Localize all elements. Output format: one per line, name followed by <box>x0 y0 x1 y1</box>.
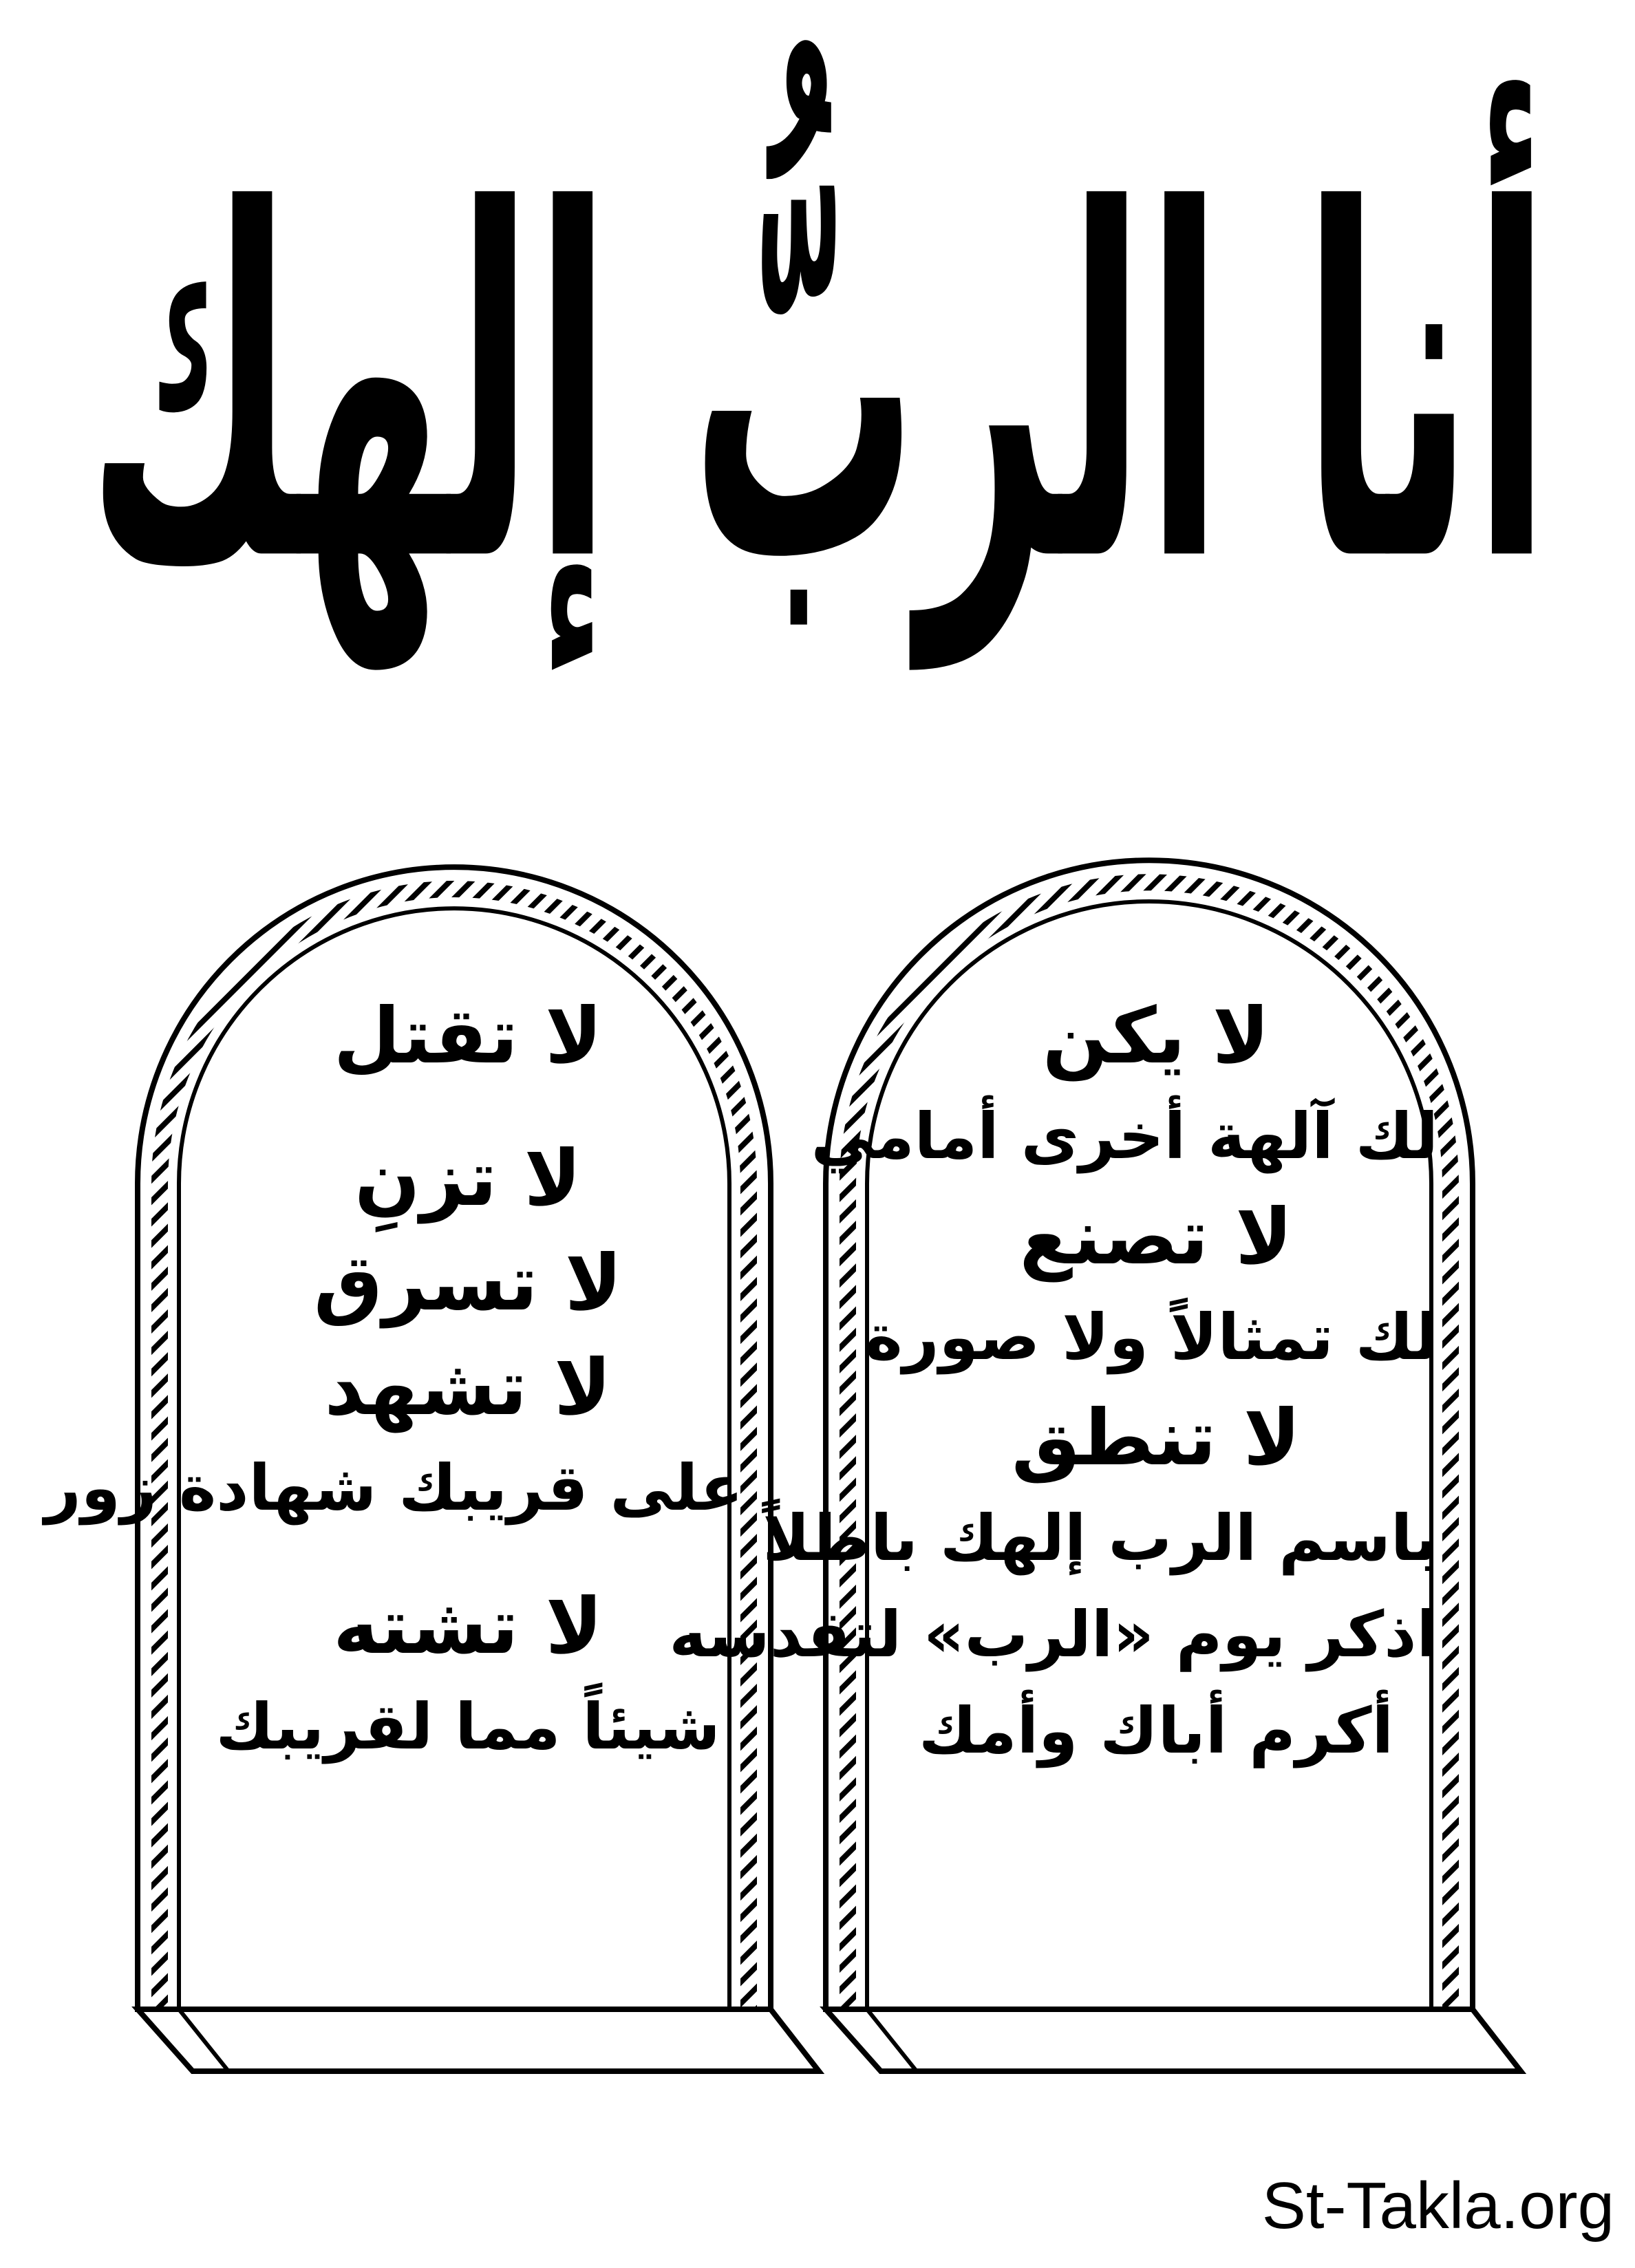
left-tablet-text <box>44 984 743 1947</box>
right-tablet-text <box>669 984 1438 1947</box>
commandment-line: لا تسرق <box>313 1239 623 1328</box>
commandment-line: أكرم أباك وأمك <box>918 1694 1394 1768</box>
commandment-line: لك آلهة أخرى أمامي <box>811 1100 1438 1173</box>
commandment-line: لا تزنِ <box>354 1134 581 1223</box>
commandment-line: لا يكن <box>1042 992 1270 1081</box>
commandment-line: على قريبك شهادة زور <box>44 1451 743 1525</box>
commandment-line: لك تمثالاً ولا صورة <box>865 1301 1438 1374</box>
commandment-line: شيئاً مما لقريبك <box>215 1690 720 1764</box>
commandment-line: باسم الرب إلهك باطلاً <box>762 1501 1438 1575</box>
commandment-line: لا تشهد <box>324 1343 612 1433</box>
page-title: أنا الربُّ إلهك <box>87 111 1551 667</box>
commandment-line: اذكر يوم «الرب» لتقدسه <box>669 1598 1438 1671</box>
commandment-line: لا تقتل <box>333 992 603 1081</box>
commandment-line: لا تصنع <box>1019 1192 1293 1282</box>
commandment-line: لا تنطق <box>1011 1393 1301 1483</box>
site-watermark: St-Takla.org <box>1261 2169 1614 2243</box>
commandment-line: لا تشته <box>332 1582 603 1671</box>
